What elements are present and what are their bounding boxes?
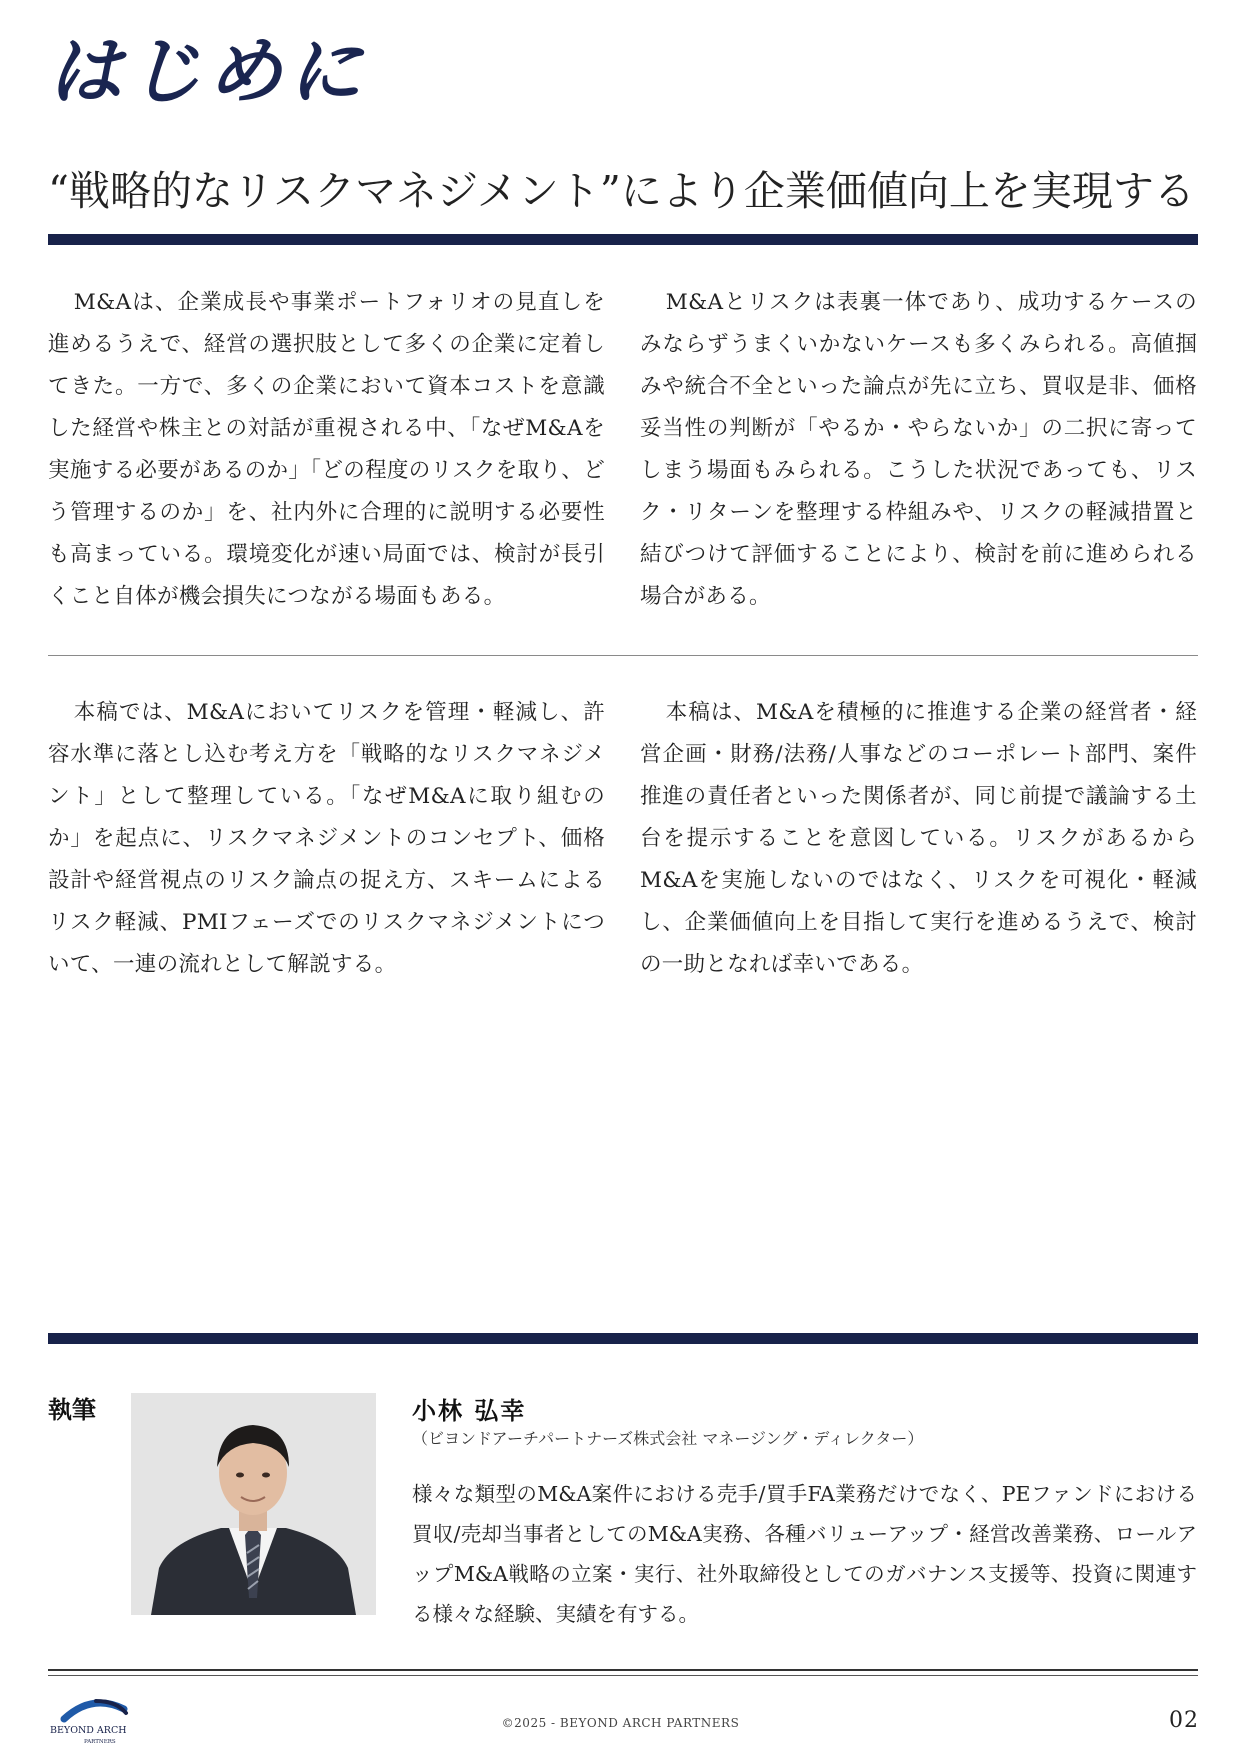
intro-paragraph-3: 本稿では、M&Aにおいてリスクを管理・軽減し、許容水準に落とし込む考え方を「戦略的なリスクマネジメント」として整理している。「なぜM&Aに取り組むのか」を起点に、リスクマネジメントのコンセプト、価格設計や経営視点のリスク論点の捉え方、スキームによるリスク軽減、PMIフェーズでのリスクマネジメントについて、一連の流れとして解説する。 xyxy=(48,700,605,977)
author-name: 小林 弘幸 xyxy=(412,1396,527,1425)
logo-subtext: PARTNERS xyxy=(84,1739,116,1745)
footer-divider-thin xyxy=(48,1675,1198,1676)
author-photo xyxy=(131,1393,376,1615)
person-portrait-icon xyxy=(131,1393,376,1615)
intro-paragraph-4: 本稿は、M&Aを積極的に推進する企業の経営者・経営企画・財務/法務/人事などのコーポレート部門、案件推進の責任者といった関係者が、同じ前提で議論する土台を提示することを意図している。リスクがあるからM&Aを実施しないのではなく、リスクを可視化・軽減し、企業価値向上を目指して実行を進めるうえで、検討の一助となれば幸いである。 xyxy=(640,700,1197,977)
footer-divider xyxy=(48,1669,1198,1671)
page-number: 02 xyxy=(1169,1708,1199,1733)
author-divider xyxy=(48,1333,1198,1344)
section-divider xyxy=(48,655,1198,656)
copyright: ©2025 - BEYOND ARCH PARTNERS xyxy=(501,1716,740,1730)
author-title: （ビヨンドアーチパートナーズ株式会社 マネージング・ディレクター） xyxy=(412,1429,924,1448)
page-subtitle: “戦略的なリスクマネジメント”により企業価値向上を実現する xyxy=(48,167,1195,215)
intro-paragraph-1: M&Aは、企業成長や事業ポートフォリオの見直しを進めるうえで、経営の選択肢として多くの企業に定着してきた。一方で、多くの企業において資本コストを意識した経営や株主との対話が重視される中、「なぜM&Aを実施する必要があるのか」「どの程度のリスクを取り、どう管理するのか」を、社内外に合理的に説明する必要性も高まっている。環境変化が速い局面では、検討が長引くこと自体が機会損失につながる場面もある。 xyxy=(48,290,605,609)
author-bio: 様々な類型のM&A案件における売手/買手FA業務だけでなく、PEファンドにおける買収/売却当事者としてのM&A実務、各種バリューアップ・経営改善業務、ロールアップM&A戦略の立案・実行、社外取締役としてのガバナンス支援等、投資に関連する様々な経験、実績を有する。 xyxy=(412,1482,1197,1626)
author-label: 執筆 xyxy=(48,1395,96,1424)
intro-paragraph-2: M&Aとリスクは表裏一体であり、成功するケースのみならずうまくいかないケースも多くみられる。高値掴みや統合不全といった論点が先に立ち、買収是非、価格妥当性の判断が「やるか・やらないか」の二択に寄ってしまう場面もみられる。こうした状況であっても、リスク・リターンを整理する枠組みや、リスクの軽減措置と結びつけて評価することにより、検討を前に進められる場合がある。 xyxy=(640,290,1197,609)
title-divider xyxy=(48,234,1198,245)
logo-text: BEYOND ARCH xyxy=(50,1725,127,1736)
page-title: はじめに xyxy=(48,29,368,115)
